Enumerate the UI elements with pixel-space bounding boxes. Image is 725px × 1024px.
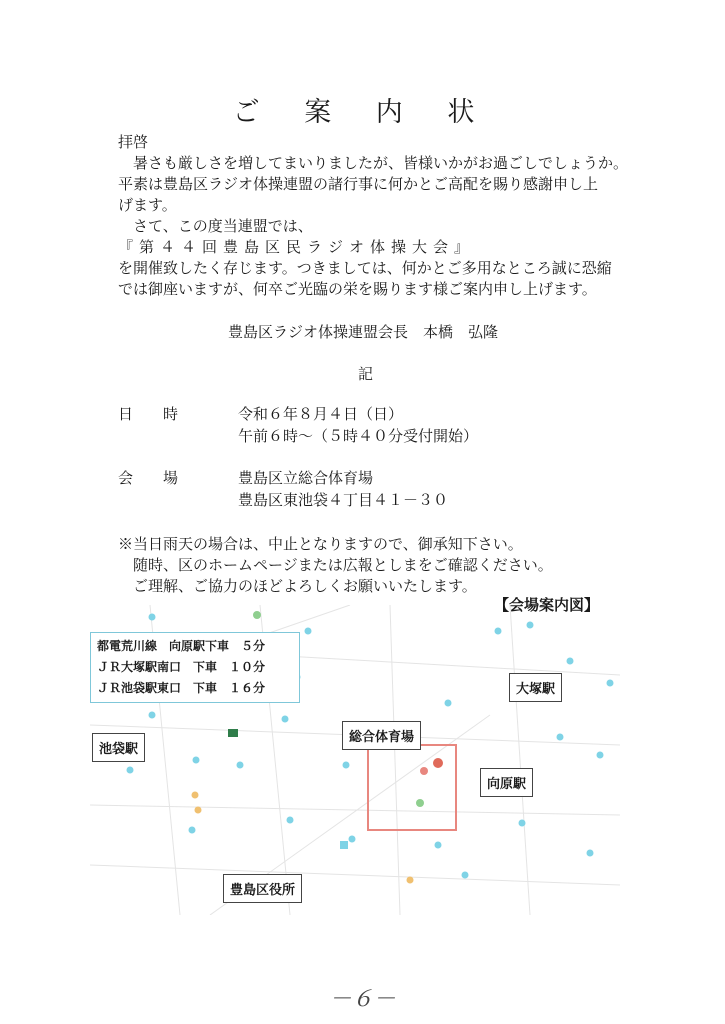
- note-line-2: 随時、区のホームページまたは広報としまをご確認ください。: [118, 556, 553, 574]
- map-pin: [189, 827, 196, 834]
- datetime-label: 日 時: [118, 405, 179, 423]
- map-pin: [420, 767, 428, 775]
- map-pin: [462, 872, 469, 879]
- map-pin: [349, 836, 356, 843]
- map-pin: [557, 734, 564, 741]
- map-pin: [193, 757, 200, 764]
- map-pin: [519, 820, 526, 827]
- signature: 豊島区ラジオ体操連盟会長 本橋 弘隆: [228, 323, 499, 341]
- body-line-4: さて、この度当連盟では、: [118, 217, 313, 235]
- map-pin: [567, 658, 574, 665]
- greeting: 拝啓: [118, 133, 149, 151]
- note-line-3: ご理解、ご協力のほどよろしくお願いいたします。: [118, 577, 477, 595]
- map-pin: [282, 716, 289, 723]
- venue-name: 豊島区立総合体育場: [238, 469, 374, 487]
- body-line-7: では御座いますが、何卒ご光臨の栄を賜ります様ご案内申し上げます。: [118, 280, 597, 298]
- map-caption: 【会場案内図】: [494, 596, 600, 614]
- map-pin: [495, 628, 502, 635]
- transit-line-3: ＪＲ池袋駅東口 下車 １６分: [97, 681, 266, 695]
- map-pin: [527, 622, 534, 629]
- map-pin: [416, 799, 424, 807]
- label-mukohara-station: 向原駅: [480, 768, 533, 797]
- document-title: ご 案 内 状: [232, 97, 493, 128]
- map-pin: [287, 817, 294, 824]
- venue-label: 会 場: [118, 469, 179, 487]
- map-pin: [597, 752, 604, 759]
- map-pin: [149, 712, 156, 719]
- map-pin: [149, 614, 156, 621]
- map-pin: [127, 767, 134, 774]
- label-ward-office: 豊島区役所: [223, 874, 302, 903]
- transit-info: [90, 632, 300, 703]
- event-time: 午前６時～（５時４０分受付開始）: [238, 427, 479, 445]
- body-line-3: げます。: [118, 196, 177, 214]
- map-pin: [343, 762, 350, 769]
- map-pin: [607, 680, 614, 687]
- ki-heading: 記: [358, 365, 374, 383]
- map-pin: [237, 762, 244, 769]
- map-pin: [445, 700, 452, 707]
- note-line-1: ※当日雨天の場合は、中止となりますので、御承知下さい。: [118, 535, 523, 553]
- body-line-6: を開催致したく存じます。つきましては、何かとご多用なところ誠に恐縮: [118, 259, 612, 277]
- label-venue: 総合体育場: [342, 721, 421, 750]
- transit-line-1: 都電荒川線 向原駅下車 ５分: [97, 639, 266, 653]
- venue-highlight: [368, 745, 456, 830]
- venue-pin: [433, 758, 443, 768]
- event-date: 令和６年８月４日（日）: [238, 405, 404, 423]
- map-pin: [435, 842, 442, 849]
- event-name: 『第４４回豊島区民ラジオ体操大会』: [118, 238, 476, 256]
- label-otsuka-station: 大塚駅: [509, 673, 562, 702]
- map-pin: [253, 611, 261, 619]
- map-pin: [195, 807, 202, 814]
- body-line-1: 暑さも厳しさを増してまいりましたが、皆様いかがお過ごしでしょうか。: [118, 154, 629, 172]
- body-line-2: 平素は豊島区ラジオ体操連盟の諸行事に何かとご高配を賜り感謝申し上: [118, 175, 599, 193]
- map-pin: [305, 628, 312, 635]
- map-pin: [192, 792, 199, 799]
- map-marker: [228, 729, 238, 737]
- transit-line-2: ＪＲ大塚駅南口 下車 １０分: [97, 660, 266, 674]
- map-marker: [340, 841, 348, 849]
- map-pin: [407, 877, 414, 884]
- venue-address: 豊島区東池袋４丁目４１－３０: [238, 491, 449, 509]
- page-number: －６－: [329, 987, 396, 1012]
- label-ikebukuro-station: 池袋駅: [92, 733, 145, 762]
- map-pin: [587, 850, 594, 857]
